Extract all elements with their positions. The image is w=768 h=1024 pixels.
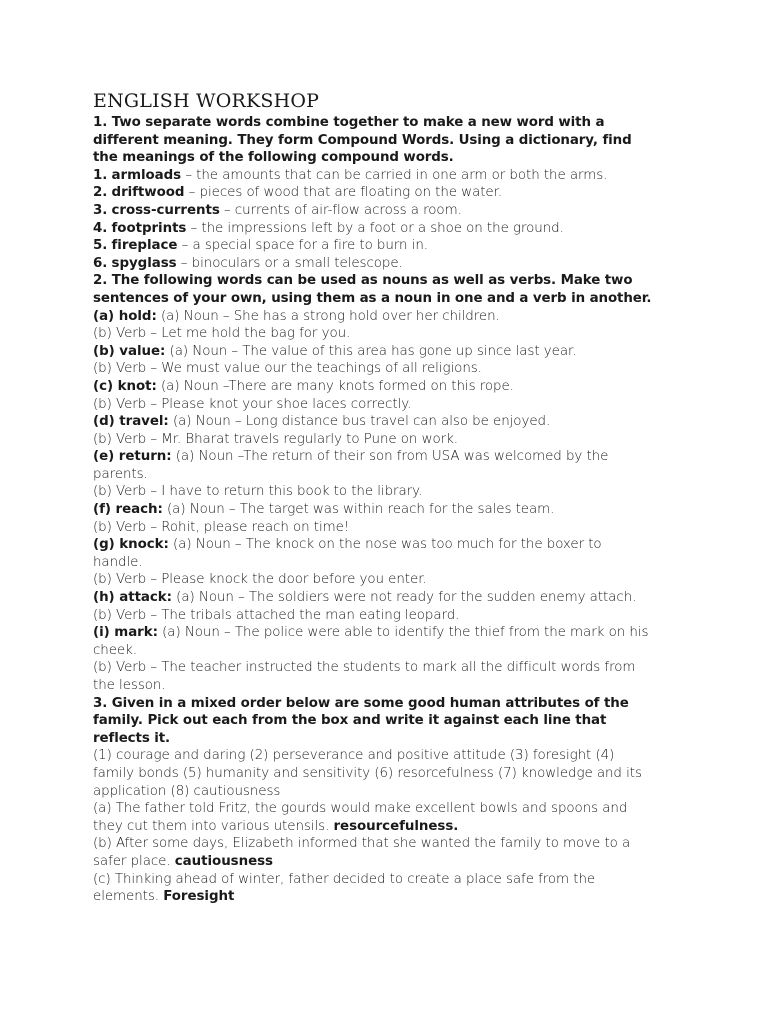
answer-attribute: Foresight <box>163 889 235 905</box>
worksheet <box>93 88 693 906</box>
compound-word: spyglass <box>111 255 177 271</box>
answer-attribute: cautiousness <box>174 853 273 869</box>
verb-sentence: (b) Verb – Please knock the door before you enter. <box>93 572 427 588</box>
verb-sentence: (b) Verb – The tribals attached the man eating leopard. <box>93 607 460 623</box>
compound-word-item: 3. cross-currents – currents of air-flow across a room. <box>93 202 462 218</box>
question-1-text: different meaning. They form Compound Words. Using a dictionary, find <box>93 132 632 148</box>
noun-sentence: (e) return: (a) Noun –The return of their son from USA was welcomed by the <box>93 449 609 465</box>
word-heading: (c) knot: <box>93 378 157 394</box>
word-heading: (g) knock: <box>93 537 169 553</box>
noun-sentence-continued: cheek. <box>93 642 138 658</box>
verb-sentence: (b) Verb – We must value our the teachings of all religions. <box>93 361 482 377</box>
word-heading: (f) reach: <box>93 502 163 518</box>
answer-sentence: safer place. cautiousness <box>93 853 273 869</box>
verb-sentence: (b) Verb – Let me hold the bag for you. <box>93 326 351 342</box>
compound-word: driftwood <box>111 185 185 201</box>
verb-sentence: (b) Verb – I have to return this book to the library. <box>93 484 423 500</box>
compound-word-item: 6. spyglass – binoculars or a small telescope. <box>93 255 403 271</box>
verb-sentence-continued: the lesson. <box>93 678 166 693</box>
noun-sentence: (g) knock: (a) Noun – The knock on the nose was too much for the boxer to <box>93 537 602 553</box>
compound-word-item: 2. driftwood – pieces of wood that are floating on the water. <box>93 185 503 201</box>
compound-word-item: 5. fireplace – a special space for a fire to burn in. <box>93 238 428 254</box>
verb-sentence: (b) Verb – Rohit, please reach on time! <box>93 519 350 535</box>
attribute-options: application (8) cautiousness <box>93 783 281 799</box>
compound-word: armloads <box>111 167 182 183</box>
question-2-text: 2. The following words can be used as nouns as well as verbs. Make two <box>93 273 633 289</box>
question-2-text: sentences of your own, using them as a noun in one and a verb in another. <box>93 290 652 306</box>
noun-sentence-continued: handle. <box>93 554 143 570</box>
noun-sentence: (d) travel: (a) Noun – Long distance bus travel can also be enjoyed. <box>93 414 551 430</box>
answer-sentence: elements. Foresight <box>93 889 235 905</box>
compound-word-meaning: – the amounts that can be carried in one arm or both the arms. <box>181 167 608 183</box>
question-3 <box>93 695 693 906</box>
compound-word-meaning: – currents of air-flow across a room. <box>219 202 462 218</box>
question-3-text: family. Pick out each from the box and write it against each line that <box>93 713 607 729</box>
word-heading: (h) attack: <box>93 590 172 606</box>
page-title: ENGLISH WORKSHOP <box>93 90 320 112</box>
compound-word-meaning: – binoculars or a small telescope. <box>176 255 403 271</box>
noun-sentence: (c) knot: (a) Noun –There are many knots formed on this rope. <box>93 378 514 394</box>
compound-word: cross-currents <box>111 202 220 218</box>
word-heading: (e) return: <box>93 449 172 465</box>
question-1-text: 1. Two separate words combine together to make a new word with a <box>93 115 605 130</box>
compound-word-meaning: – pieces of wood that are floating on the water. <box>184 185 503 201</box>
verb-sentence: (b) Verb – The teacher instructed the students to mark all the difficult words from <box>93 660 636 676</box>
question-3-text: reflects it. <box>93 730 171 746</box>
question-3-text: 3. Given in a mixed order below are some good human attributes of the <box>93 695 629 711</box>
word-heading: (d) travel: <box>93 414 169 430</box>
answer-sentence: (a) The father told Fritz, the gourds would make excellent bowls and spoons and <box>93 801 628 817</box>
compound-word: footprints <box>111 220 187 236</box>
answer-sentence: (b) After some days, Elizabeth informed that she wanted the family to move to a <box>93 836 631 852</box>
answer-sentence: (c) Thinking ahead of winter, father decided to create a place safe from the <box>93 871 596 887</box>
compound-word-meaning: – a special space for a fire to burn in. <box>177 238 428 254</box>
question-1-text: the meanings of the following compound words. <box>93 150 454 166</box>
word-heading: (b) value: <box>93 343 166 359</box>
compound-word-item: 4. footprints – the impressions left by a foot or a shoe on the ground. <box>93 220 564 236</box>
word-heading: (i) mark: <box>93 625 158 641</box>
noun-sentence: (f) reach: (a) Noun – The target was within reach for the sales team. <box>93 502 555 518</box>
noun-sentence: (h) attack: (a) Noun – The soldiers were not ready for the sudden enemy attach. <box>93 590 637 606</box>
question-1 <box>93 114 693 272</box>
compound-word: fireplace <box>111 238 178 254</box>
answer-sentence: they cut them into various utensils. resourcefulness. <box>93 818 459 834</box>
attribute-options: family bonds (5) humanity and sensitivity (6) resorcefulness (7) knowledge and its <box>93 765 642 781</box>
noun-sentence-continued: parents. <box>93 466 148 482</box>
word-heading: (a) hold: <box>93 308 157 324</box>
question-2 <box>93 272 693 694</box>
compound-word-item: 1. armloads – the amounts that can be carried in one arm or both the arms. <box>93 167 608 183</box>
verb-sentence: (b) Verb – Mr. Bharat travels regularly to Pune on work. <box>93 431 458 447</box>
compound-word-meaning: – the impressions left by a foot or a shoe on the ground. <box>186 220 564 236</box>
verb-sentence: (b) Verb – Please knot your shoe laces correctly. <box>93 396 412 412</box>
attribute-options: (1) courage and daring (2) perseverance and positive attitude (3) foresight (4) <box>93 748 615 764</box>
noun-sentence: (a) hold: (a) Noun – She has a strong hold over her children. <box>93 308 500 324</box>
noun-sentence: (b) value: (a) Noun – The value of this area has gone up since last year. <box>93 343 577 359</box>
noun-sentence: (i) mark: (a) Noun – The police were able to identify the thief from the mark on his <box>93 625 649 641</box>
answer-attribute: resourcefulness. <box>333 818 459 834</box>
